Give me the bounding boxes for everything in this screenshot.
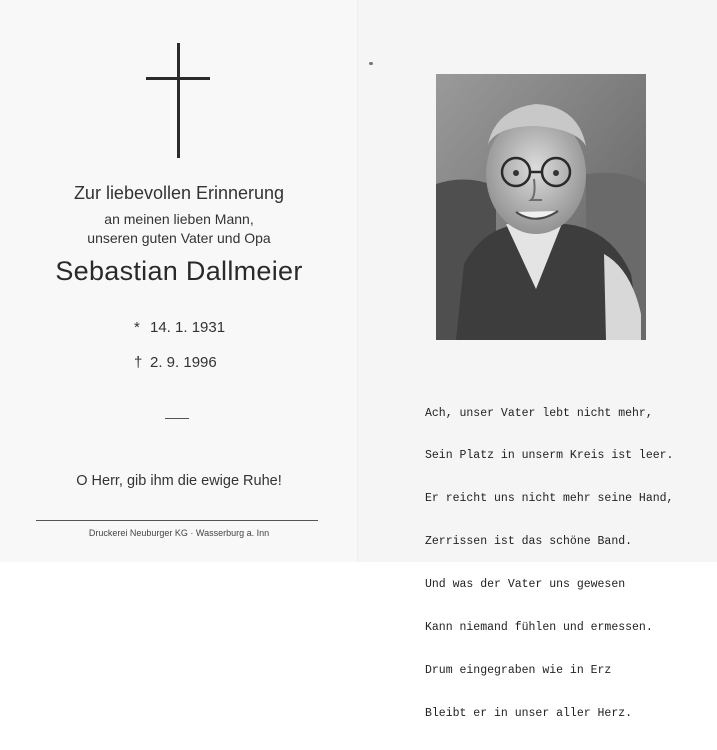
birth-date-row	[134, 319, 225, 336]
poem-line: Und was der Vater uns gewesen	[425, 578, 626, 592]
poem-line: Ach, unser Vater lebt nicht mehr,	[425, 406, 653, 420]
poem	[425, 378, 673, 750]
footer-rule	[36, 520, 318, 521]
poem-line: Sein Platz in unserm Kreis ist leer.	[425, 449, 674, 463]
birth-star-icon: *	[134, 319, 140, 336]
poem-line: Bleibt er in unser aller Herz.	[425, 706, 633, 720]
poem-line: Zerrissen ist das schöne Band.	[425, 535, 633, 549]
portrait-illustration	[436, 74, 646, 340]
paper-speck	[369, 62, 373, 65]
death-date-row	[134, 354, 217, 371]
deceased-name: Sebastian Dallmeier	[55, 256, 303, 286]
separator-dash	[165, 418, 189, 419]
dedication-line-1: an meinen lieben Mann,	[104, 211, 254, 227]
poem-line: Kann niemand fühlen und ermessen.	[425, 621, 653, 635]
portrait-photo	[436, 74, 646, 340]
left-panel	[0, 0, 358, 562]
cross-icon-horizontal	[146, 77, 210, 80]
dedication-line-2: unseren guten Vater und Opa	[87, 230, 271, 246]
poem-line: Drum eingegraben wie in Erz	[425, 663, 612, 677]
printer-imprint: Druckerei Neuburger KG · Wasserburg a. Inn	[88, 528, 270, 538]
birth-date: 14. 1. 1931	[150, 319, 226, 336]
death-date: 2. 9. 1996	[150, 354, 217, 371]
poem-line: Er reicht uns nicht mehr seine Hand,	[425, 492, 674, 506]
prayer-text: O Herr, gib ihm die ewige Ruhe!	[76, 473, 282, 489]
intro-heading: Zur liebevollen Erinnerung	[73, 183, 285, 203]
cross-icon-vertical	[177, 43, 180, 158]
death-dagger-icon: †	[134, 354, 143, 371]
